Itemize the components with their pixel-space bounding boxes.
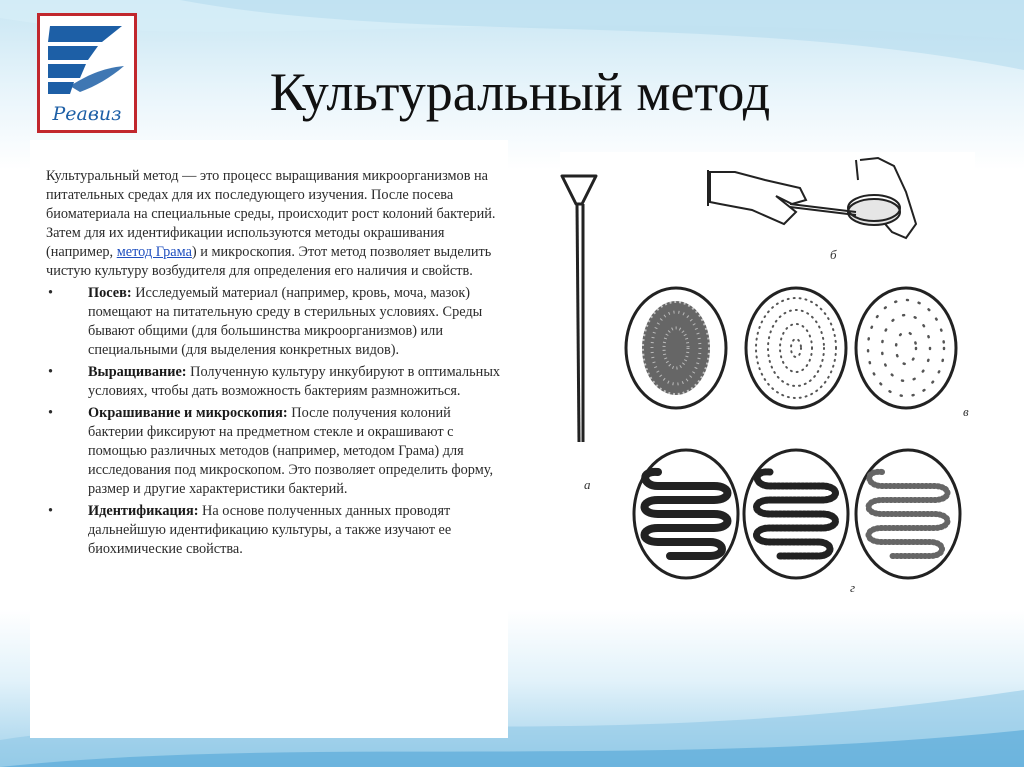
plate-dense-colonies [746,288,846,408]
bullet-icon: • [48,405,54,421]
steps-list [46,284,504,559]
plate-dotted-streak [744,450,848,578]
label-g: г [850,580,856,595]
plate-sparse-colonies [856,288,956,408]
label-a: а [584,477,591,492]
list-item: • Идентификация: На основе полученных данных проводят дальнейшую идентификацию культуры, а также изучают ее биохимические свойства. [48,503,452,557]
spatula-drawing [562,176,596,442]
label-b: б [830,247,837,262]
text-body [46,167,504,559]
label-v: в [963,404,969,419]
culture-method-illustration [560,152,975,604]
bullet-icon: • [48,364,54,380]
intro-paragraph: Культуральный метод — это процесс выращивания микроорганизмов на питательных средах для их последующего изучения. После посева биоматериала на специальные среды, происходит рост колоний бактерий. Затем для их идентификации используются методы окрашивания (например, метод Грама) и микроскопия. Этот метод позволяет выделить чистую культуру возбудителя для определения его наличия и свойств. [46,168,496,279]
list-item: • Посев: Исследуемый материал (например, кровь, моча, мазок) помещают на питательную среду в стерильных условиях. Среды бывают общими (для большинства микроорганизмов) или специальными (для выделения конкретных видов). [48,285,483,358]
plate-faint-streak [856,450,960,578]
gram-method-link[interactable]: метод Грама [116,244,192,260]
bullet-icon: • [48,285,54,301]
plate-solid-streak [634,450,738,578]
plate-confluent-growth [626,288,726,408]
reaviz-logo [37,13,137,133]
list-item: • Выращивание: Полученную культуру инкубируют в оптимальных условиях, чтобы дать возможность бактериям размножиться. [48,364,501,399]
page-title: Культуральный метод [269,62,771,122]
hands-with-plate-drawing [708,158,916,238]
list-item: • Окрашивание и микроскопия: После получения колоний бактерии фиксируют на предметном стекле и окрашивают с помощью различных методов (например, методом Грама) для исследования под микроскопом. Это позволяет определить форму, размер и другие характеристики бактерий. [48,405,494,497]
bullet-icon: • [48,503,54,519]
logo-text: Реавиз [52,103,122,125]
